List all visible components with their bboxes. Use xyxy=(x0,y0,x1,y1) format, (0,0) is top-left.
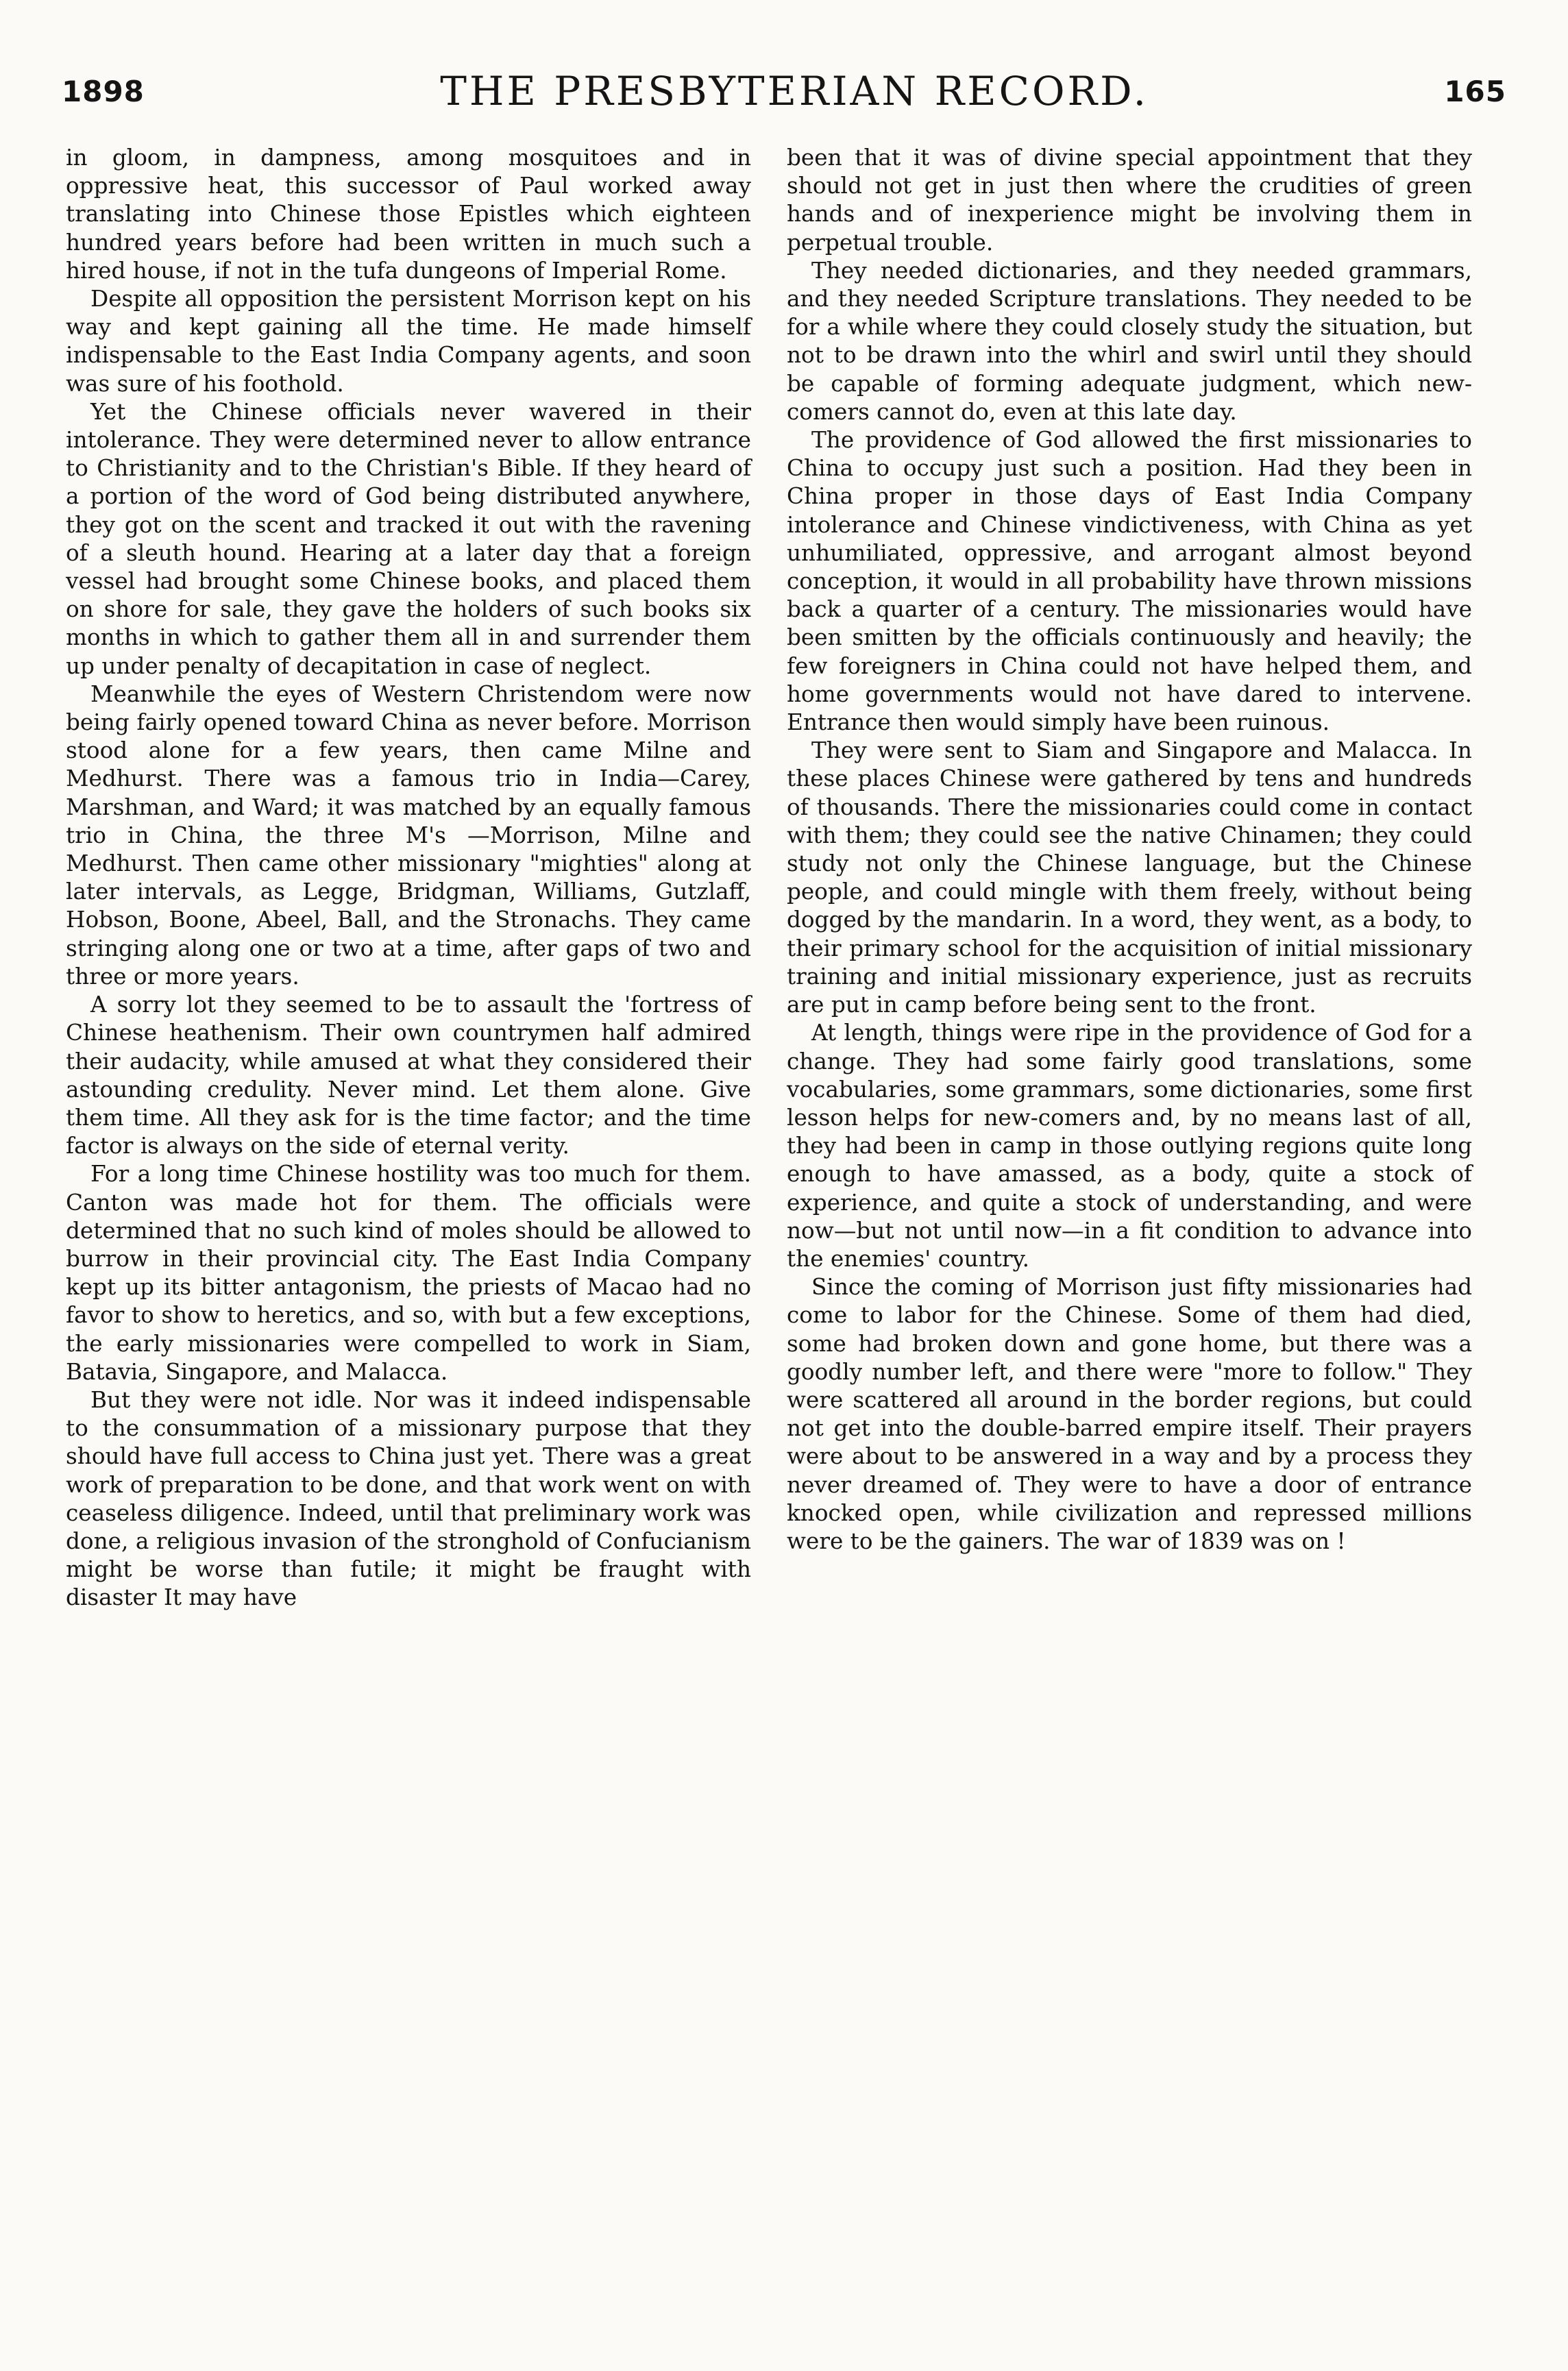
right-column xyxy=(787,144,1472,1556)
running-header xyxy=(62,60,1506,122)
paragraph: They were sent to Siam and Singapore and Malacca. In these places Chinese were gathered by tens and hundreds of thousands. There the missionaries could come in contact with them; they could see the native Chinamen; they could study not only the Chinese language, but the Chinese people, and could mingle with them freely, without being dogged by the mandarin. In a word, they went, as a body, to their primary school for the acquisition of initial missionary training and initial missionary experience, just as recruits are put in camp before being sent to the front. xyxy=(787,737,1472,1018)
page-number: 165 xyxy=(1444,74,1506,108)
paragraph: The providence of God allowed the first missionaries to China to occupy just such a position. Had they been in China proper in those days of East India Company intolerance and Chinese vindictiveness, with China as yet unhumiliated, oppressive, and arrogant almost beyond conception, it would in all probability have thrown missions back a quarter of a century. The missionaries would have been smitten by the officials continuously and heavily; the few foreigners in China could not have helped them, and home governments would not have dared to intervene. Entrance then would simply have been ruinous. xyxy=(787,427,1472,736)
left-column xyxy=(66,144,751,1612)
paragraph: in gloom, in dampness, among mosquitoes and in oppressive heat, this successor of Paul worked away translating into Chinese those Epistles which eighteen hundred years before had been written in much such a hired house, if not in the tufa dungeons of Imperial Rome. xyxy=(66,145,751,284)
paragraph: Despite all opposition the persistent Morrison kept on his way and kept gaining all the time. He made himself indispensable to the East India Company agents, and soon was sure of his foothold. xyxy=(66,286,751,397)
paragraph: Since the coming of Morrison just fifty missionaries had come to labor for the Chinese. Some of them had died, some had broken down and gone home, but there was a goodly number left, and there were "more to follow." They were scattered all around in the border regions, but could not get into the double-barred empire itself. Their prayers were about to be answered in a way and by a process they never dreamed of. They were to have a door of entrance knocked open, while civilization and repressed millions were to be the gainers. The war of 1839 was on ! xyxy=(787,1274,1472,1554)
paragraph: At length, things were ripe in the providence of God for a change. They had some fairly good translations, some vocabularies, some grammars, some dictionaries, some first lesson helps for new-comers and, by no means last of all, they had been in camp in those outlying regions quite long enough to have amassed, as a body, quite a stock of experience, and quite a stock of understanding, and were now—but not until now—in a fit condition to advance into the enemies' country. xyxy=(787,1020,1472,1272)
paragraph: Yet the Chinese officials never wavered in their intolerance. They were determined never to allow entrance to Christianity and to the Christian's Bible. If they heard of a portion of the word of God being distributed anywhere, they got on the scent and tracked it out with the ravening of a sleuth hound. Hearing at a later day that a foreign vessel had brought some Chinese books, and placed them on shore for sale, they gave the holders of such books six months in which to gather them all in and surrender them up under penalty of decapitation in case of neglect. xyxy=(66,398,751,679)
paragraph: For a long time Chinese hostility was too much for them. Canton was made hot for them. The officials were determined that no such kind of moles should be allowed to burrow in their provincial city. The East India Company kept up its bitter antagonism, the priests of Macao had no favor to show to heretics, and so, with but a few exceptions, the early missionaries were compelled to work in Siam, Batavia, Singapore, and Malacca. xyxy=(66,1161,751,1385)
paragraph: been that it was of divine special appointment that they should not get in just then where the crudities of green hands and of inexperience might be involving them in perpetual trouble. xyxy=(787,145,1472,256)
paragraph: But they were not idle. Nor was it indeed indispensable to the consummation of a missionary purpose that they should have full access to China just yet. There was a great work of preparation to be done, and that work went on with ceaseless diligence. Indeed, until that preliminary work was done, a religious invasion of the stronghold of Confucianism might be worse than futile; it might be fraught with disaster It may have xyxy=(66,1386,751,1611)
journal-title: THE PRESBYTERIAN RECORD. xyxy=(440,68,1149,114)
paragraph: A sorry lot they seemed to be to assault the 'fortress of Chinese heathenism. Their own countrymen half admired their audacity, while amused at what they considered their astounding credulity. Never mind. Let them alone. Give them time. All they ask for is the time factor; and the time factor is always on the side of eternal verity. xyxy=(66,992,751,1159)
paragraph: They needed dictionaries, and they needed grammars, and they needed Scripture translations. They needed to be for a while where they could closely study the situation, but not to be drawn into the whirl and swirl until they should be capable of forming adequate judgment, which new-comers cannot do, even at this late day. xyxy=(787,257,1472,425)
year: 1898 xyxy=(62,74,145,108)
paragraph: Meanwhile the eyes of Western Christendom were now being fairly opened toward China as never before. Morrison stood alone for a few years, then came Milne and Medhurst. There was a famous trio in India—Carey, Marshman, and Ward; it was matched by an equally famous trio in China, the three M's —Morrison, Milne and Medhurst. Then came other missionary "mighties" along at later intervals, as Legge, Bridgman, Williams, Gutzlaff, Hobson, Boone, Abeel, Ball, and the Stronachs. They came stringing along one or two at a time, after gaps of two and three or more years. xyxy=(66,680,751,990)
